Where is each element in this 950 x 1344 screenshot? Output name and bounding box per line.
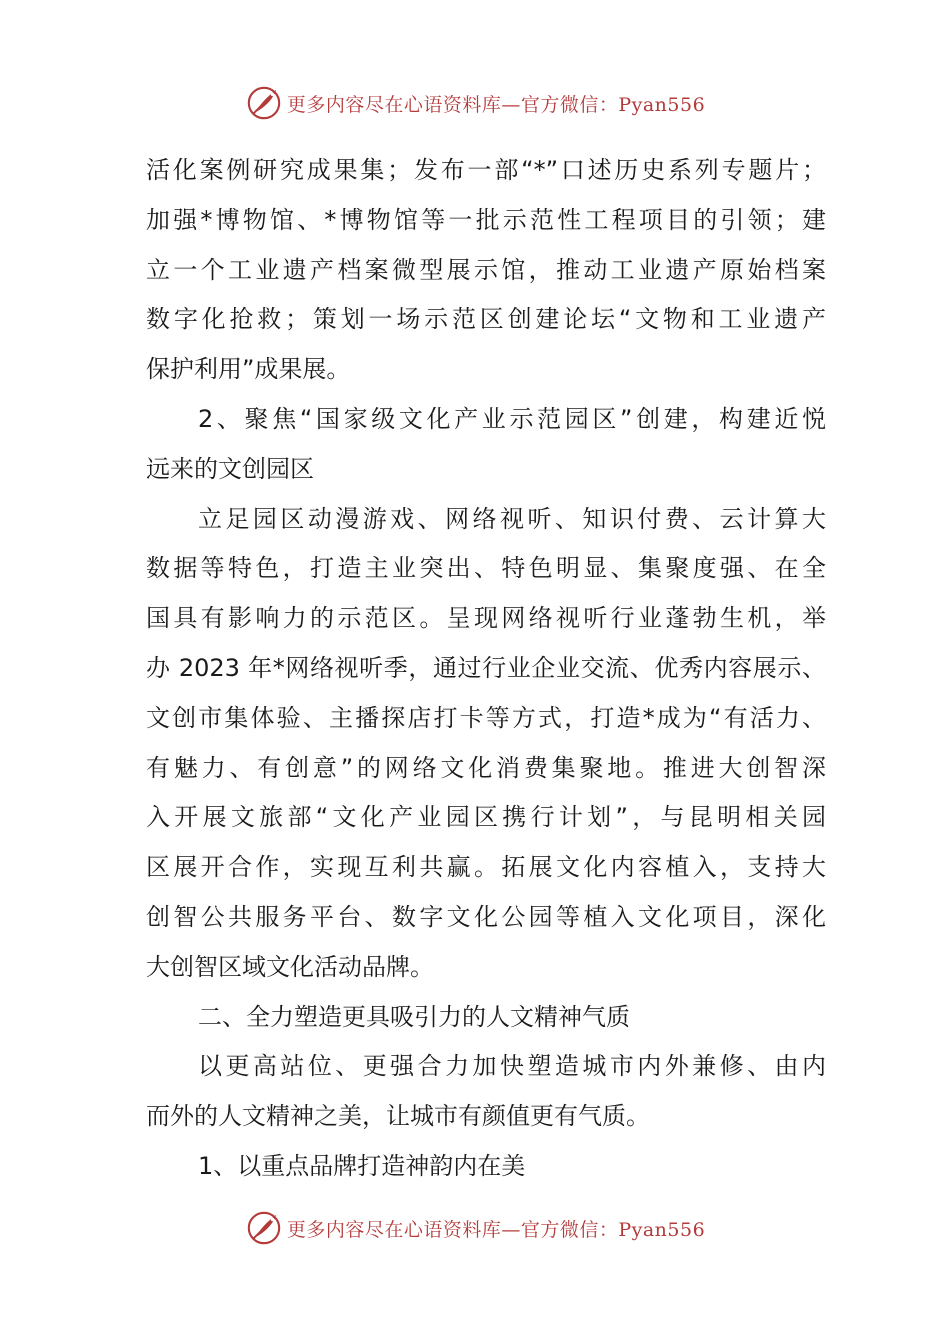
paragraph-line: 活化案例研究成果集；发布一部“*”口述历史系列专题片； xyxy=(146,156,826,184)
paragraph-line: 加强*博物馆、*博物馆等一批示范性工程项目的引领；建 xyxy=(146,205,826,234)
paragraph-line: 有魅力、有创意”的网络文化消费集聚地。推进大创智深 xyxy=(146,753,826,782)
paragraph-line: 国具有影响力的示范区。呈现网络视听行业蓬勃生机，举 xyxy=(146,604,826,633)
paragraph-line: 立足园区动漫游戏、网络视听、知识付费、云计算大 xyxy=(198,504,826,533)
document-body xyxy=(146,146,826,1192)
watermark-text: 更多内容尽在心语资料库—官方微信：Pyan556 xyxy=(286,93,706,116)
paragraph-line: 数据等特色，打造主业突出、特色明显、集聚度强、在全 xyxy=(146,554,826,583)
paragraph-line: 区展开合作，实现互利共赢。拓展文化内容植入，支持大 xyxy=(146,853,826,882)
watermark-footer xyxy=(0,1208,950,1248)
paragraph-line: 文创市集体验、主播探店打卡等方式，打造*成为“有活力、 xyxy=(146,703,826,732)
paragraph-line: 保护利用”成果展。 xyxy=(146,355,351,384)
section-heading-line: 1、以重点品牌打造神韵内在美 xyxy=(198,1151,526,1180)
paragraph-line: 立一个工业遗产档案微型展示馆，推动工业遗产原始档案 xyxy=(146,255,826,284)
paragraph-line: 创智公共服务平台、数字文化公园等植入文化项目，深化 xyxy=(146,902,826,931)
quill-pen-icon xyxy=(245,84,283,122)
section-heading-line: 远来的文创园区 xyxy=(146,454,314,483)
quill-pen-icon xyxy=(245,1209,283,1247)
paragraph-line: 入开展文旅部“文化产业园区携行计划”，与昆明相关园 xyxy=(146,803,826,832)
paragraph-line: 数字化抢救；策划一场示范区创建论坛“文物和工业遗产 xyxy=(146,305,826,334)
watermark-text: 更多内容尽在心语资料库—官方微信：Pyan556 xyxy=(286,1218,706,1241)
section-heading-line: 2、聚焦“国家级文化产业示范园区”创建，构建近悦 xyxy=(198,404,826,433)
paragraph-line: 而外的人文精神之美，让城市有颜值更有气质。 xyxy=(146,1102,650,1131)
paragraph-line: 大创智区域文化活动品牌。 xyxy=(146,952,434,981)
section-heading-line: 二、全力塑造更具吸引力的人文精神气质 xyxy=(198,1002,630,1031)
watermark-header xyxy=(0,83,950,123)
paragraph-line: 以更高站位、更强合力加快塑造城市内外兼修、由内 xyxy=(198,1052,826,1081)
paragraph-line: 办 2023 年*网络视听季，通过行业企业交流、优秀内容展示、 xyxy=(146,653,826,682)
